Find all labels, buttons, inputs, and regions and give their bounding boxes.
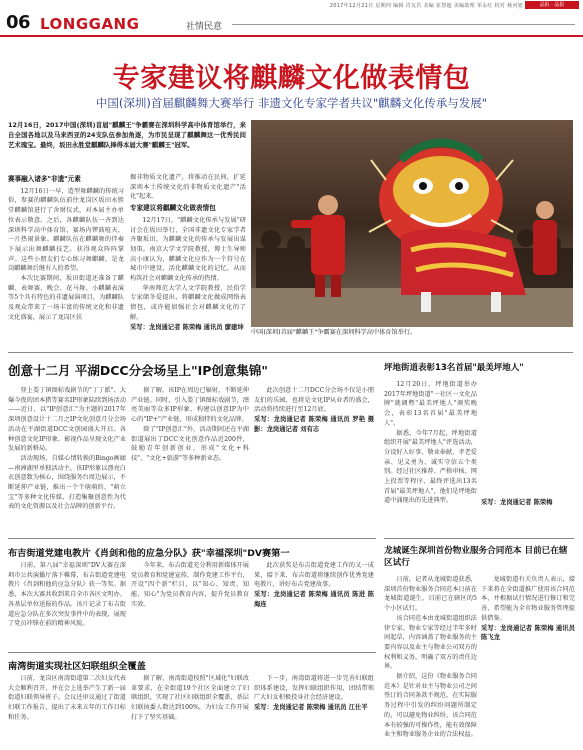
pinghu-column-1 bbox=[384, 380, 477, 530]
dcc-paragraph-4: 除了"IP创意汇"外，活动期间还在平湖街道展出了DCC文化创意作品近200件，鼓励青年创新创业，形成"文化+科技"、"文化+旅游"等多种新业态。 bbox=[131, 425, 249, 462]
issue-meta: 2017年12月21日 星期四 编辑 肖友若 美编 崔智超 美编助理 邹永红 校对 杨河旭 bbox=[329, 3, 523, 9]
divider-4 bbox=[8, 652, 376, 653]
page-number: 06 bbox=[6, 12, 31, 33]
nanwan-column-3 bbox=[254, 674, 374, 746]
lead-column-1 bbox=[8, 173, 124, 341]
nanwan-paragraph-3: 下一步，南湾街道将进一步完善妇联组织体系建设，发挥妇联组织作用，团结带领广大妇女积极投身社会经济建设。 bbox=[254, 675, 374, 702]
lead-subheading-1: 赛事融入诸多"非遗"元素 bbox=[8, 175, 81, 183]
nanwan-paragraph-1: 日前，龙岗区南湾街道第二次妇女代表大会顺利召开，并在会上选举产生了新一届街道妇联领导班子。会议还审议通过了街道妇联工作报告，提出了未来五年的工作目标和任务。 bbox=[8, 675, 126, 721]
lead-column-2 bbox=[130, 173, 246, 341]
longcheng-paragraph-3: 据介绍，这份《物业服务合同范本》是针对业主与物业公司之间签订的合同条款不规范，在实际服务过程中引发的纠纷问题所制定的，可以避免物业纠纷。该合同范本有较强的可操作性，能有效保障业主和物业服务企业的合法权益。 bbox=[384, 673, 477, 739]
nanwan-headline: 南湾街道实现社区妇联组织全覆盖 bbox=[8, 661, 146, 672]
dcc-paragraph-3: 据了解，该IP在周边已辐射，不断延伸产业链。同时，引入娄丁镇图标戏剧节，漂亮美丽等众多IP形象，构建以创意IP为中心的"IP+"产业链，形成独特的文化品牌。 bbox=[131, 387, 249, 424]
buji-paragraph-2: 今年来，布吉街道充分利用新媒体开展党员教育和党建宣传，制作党建工作平台，开设"四个新"栏目，以"知心、知责、知能、知心"为党员教育内容，提升党员教育实效。 bbox=[131, 562, 249, 608]
nanwan-paragraph-2: 据了解，南湾街道按照"区域化"妇联改革要求，在全街道19个社区全面建立了妇联组织，实现了社区妇联组织全覆盖，基层妇联执委人数达到100%，为妇女工作开展打下了坚实基础。 bbox=[131, 675, 249, 721]
lead-paragraph-3: 掘非物质文化遗产，将推动在民间，扩延深圳本土传统文化的非物质文化遗产"活化"起来。 bbox=[130, 174, 246, 201]
dcc-paragraph-5: 此次创意十二月DCC分会场不仅是小朋友们的乐园，也将是文化IP从业者的盛会，活动将持续进行至12月底。 bbox=[254, 387, 374, 414]
longcheng-paragraph-2: 该合同范本由龙城街道组织法律专家、物业专家等经过半年多时间起草，内容涵盖了物业服务的主要内容以及业主与物业公司双方的权利和义务，明确了双方的责任边界。 bbox=[384, 614, 477, 671]
lead-paragraph-2: 本次比赛期间，坂田街道还准备了麒麟、表舞赛、晚会、花马舞、小麒麟表演等5个具有特色的非遗展演项目，为麒麟队及观众带来了一场丰富的传统文化和非遗文化盛宴，展示了龙岗区扶 bbox=[8, 275, 124, 321]
dcc-column-2 bbox=[131, 386, 249, 532]
section-name: LONGGANG bbox=[40, 15, 140, 33]
section-label: 社情民意 bbox=[186, 22, 223, 32]
buji-column-2 bbox=[131, 561, 249, 646]
buji-byline: 采写：龙岗通记者 陈荣梅 通讯员 陈进 陈海连 bbox=[254, 591, 374, 608]
buji-paragraph-3: 此次获奖是布吉街道党建工作的又一成果，接下来，布吉街道将继续创作优秀党建电教片，讲好布吉党建故事。 bbox=[254, 562, 374, 589]
lead-headline: 专家建议将麒麟文化做表情包 bbox=[112, 63, 471, 94]
buji-headline: 布吉街道党建电教片《肖剑和他的应急分队》获"幸福深圳"DV赛第一 bbox=[8, 548, 290, 559]
page-header bbox=[0, 10, 583, 36]
dcc-column-3 bbox=[254, 386, 374, 532]
longcheng-byline: 采写：龙岗通记者 陈荣梅 通讯员 陈飞龙 bbox=[481, 624, 575, 642]
nanwan-column-2 bbox=[131, 674, 249, 746]
pinghu-paragraph-2: 据悉，今年7月起，坪地街道组织开展"最美坪地人"评选活动，分设好人好事、敬业奉献、孝老爱亲、见义勇为、诚实守信五个类别。经过社区推荐、严格审核、网上投票等程序，最终评选出13名首届"最美坪地人"，他们是坪地街道中涌现出的先进典型。 bbox=[384, 429, 477, 505]
nanwan-column-1 bbox=[8, 674, 126, 746]
header-red-rule bbox=[0, 35, 583, 37]
longcheng-headline: 龙城诞生深圳首份物业服务合同范本 目前已在辖区试行 bbox=[384, 546, 568, 568]
longcheng-column-1 bbox=[384, 575, 477, 745]
dcc-column-1 bbox=[8, 386, 126, 532]
dcc-paragraph-2: 活动现场，自媒心情转换的Bingo画廊—南洲湖里单独活动主，该IP形象以漂亮白衣创意数为核心，围绕服务台周边展示，不断延伸产业链，推出一个个萌萌的、"萌立宝"等多种文化传媒，打造集聚创意性为代表的文化资源以及社会品牌的创新平台。 bbox=[8, 454, 126, 511]
divider-1 bbox=[8, 352, 573, 353]
lead-photo bbox=[251, 120, 573, 327]
pinghu-column-2 bbox=[481, 380, 575, 530]
qilin-dance-photo bbox=[251, 120, 573, 327]
lead-paragraph-4: 12月17日，"麒麟文化传承与发展"研讨会在坂田举行，全国非遗文化专家学者齐聚坂田，为麒麟文化的传承与发展出谋划策。南京大学文学院教授、博士生导师高小康认为，麒麟文化应作为一个符号在城市中建设，活化麒麟文化的记忆，从而构筑社会对麒麟文化传承的热情。 bbox=[130, 216, 246, 283]
lead-intro-text: 12月16日，2017中国(深圳)首届"麒麟王"争霸赛在深圳科学高中体育馆举行，来自全国各地以及马来西亚的24支队伍参加角逐，为市民呈现了麒麟舞这一优秀民间艺术瑰宝。最终，坂田永胜堂麒麟队捧得本届大赛"麒麟王"冠军。 bbox=[8, 121, 246, 149]
buji-paragraph-1: 日前，第八届"幸福深圳"DV大赛在深圳市公共演播厅落下帷幕，布吉街道党建电教片《肖剑和他的应急分队》获一等奖。据悉，本次大赛共收到来自全市各区文明办、各基层单位送报的作品。该片记录了布吉街道应急分队在多次突发事件中的表现，展现了党员冲锋在前的精神风貌。 bbox=[8, 562, 126, 628]
photo-caption: 中国(深圳)首届"麒麟王"争霸赛在深圳科学高中体育馆举行。 bbox=[251, 327, 573, 338]
lead-paragraph-1: 12月16日一早，造型舞麒麟的传统习俗，参赛的麒麟队伍前往龙岗区坂田永胜堂麒麟馆进行了舍财仪式，对本届主办单位表示敬意。之后，各麒麟队伍一齐到达深圳科学高中体育馆，赛场内锣鼓喧天，一片热闹景象。麒麟队伍在麒麟舞的伴奏下展示出舞麒麟技艺，获得观众阵阵掌声。这些小朋友们专心练习舞麒麟，是龙岗麒麟舞后继有人的希望。 bbox=[8, 187, 124, 273]
top-bar bbox=[0, 0, 583, 10]
lead-subheading-2: 专家建议将麒麟文化做表情包 bbox=[130, 204, 216, 213]
longcheng-paragraph-4: 龙城街道有关负责人表示，接下来将在全街道推广使用该合同范本，并根据试行情况进行修订和完善，希望能为全市物业服务管理提供借鉴。 bbox=[481, 576, 575, 622]
nanwan-byline: 采写：龙岗通记者 陈荣梅 通讯员 江仕平 bbox=[254, 704, 368, 712]
pinghu-headline: 坪地街道表彰13名首届"最美坪地人" bbox=[384, 363, 524, 373]
brand-badge: 晶报 · 晶报 bbox=[525, 1, 579, 9]
dcc-headline: 创意十二月 平湖DCC分会场呈上"IP创意集锦" bbox=[8, 363, 268, 378]
pinghu-byline: 采写：龙岗通记者 陈荣梅 bbox=[481, 499, 553, 506]
longcheng-paragraph-1: 日前，记者从龙城街道获悉，深圳首份物业服务合同范本日前在龙城街道诞生，目前已在辖区的5个小区试行。 bbox=[384, 576, 477, 613]
buji-column-1 bbox=[8, 561, 126, 646]
pinghu-paragraph-1: 12月20日，坪地街道举办2017年坪地街道"一社区一文化品牌"就调暨"最美坪地人"颁奖晚会，表彰13名首届"最美坪地人"。 bbox=[384, 381, 477, 427]
divider-2 bbox=[8, 538, 376, 539]
divider-3 bbox=[384, 538, 574, 539]
header-rule bbox=[232, 24, 575, 25]
longcheng-column-2 bbox=[481, 575, 575, 745]
dcc-paragraph-1: 登上娄丁镇图标戏剧节的"丁丁派"、大爆今夜的团本猎等赛名IP形象陆续到场活动——近日，以"IP创意汇"为主题的2017年深圳创意设计十二月之IP文化创意月分会场活动在平湖街道DCC文创园盛大开启。各种创意文化IP形象、影视作品呈现文化产业发展的新格局。 bbox=[8, 387, 126, 453]
lead-byline: 采写：龙岗通记者 陈荣梅 通讯员 廖建坤 bbox=[130, 323, 244, 331]
lead-intro bbox=[8, 120, 246, 172]
lead-paragraph-5: 华南师范大学人文学院教授、民俗学专家储冬爱提出，将麒麟文化做成网络表情包，或许能加强社会对麒麟文化的了解。 bbox=[130, 284, 246, 321]
dcc-byline: 采写：龙岗通记者 陈荣梅 通讯员 罗艳 摄影：龙岗通记者 刘有志 bbox=[254, 416, 374, 433]
lead-subhead: 中国(深圳)首届麒麟舞大赛举行 非遗文化专家学者共议"麒麟文化传承与发展" bbox=[95, 96, 488, 110]
buji-column-3 bbox=[254, 561, 374, 646]
